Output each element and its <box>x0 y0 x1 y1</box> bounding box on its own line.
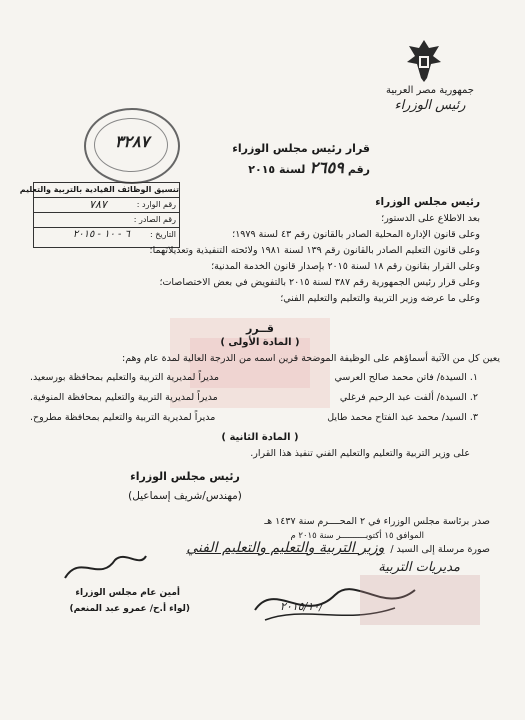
note-handwriting-line1: مديريات التربية <box>378 560 460 575</box>
article1-heading: ( المادة الأولى ) <box>220 337 300 348</box>
item-number: ١. <box>469 372 478 383</box>
header-country: جمهورية مصر العربية <box>386 85 474 96</box>
preamble-line: وعلى القرار بقانون رقم ١٨ لسنة ٢٠١٥ بإصدار قانون الخدمة المدنية؛ <box>211 261 480 272</box>
preamble-line: وعلى قانون التعليم الصادر بالقانون رقم ١٣٩ لسنة ١٩٨١ ولائحته التنفيذية وتعديلاتهما؛ <box>149 245 480 256</box>
issued-line1: صدر برئاسة مجلس الوزراء في ٢ المحــــرم سنة ١٤٣٧ هـ <box>264 516 490 527</box>
decree-number: ٢٦٥٩ <box>309 158 344 177</box>
secretary-name: (لواء أ.ح/ عمرو عبد المنعم) <box>69 604 190 614</box>
preamble-line: رئيس مجلس الوزراء <box>375 196 480 208</box>
preamble-line: وعلى قانون الإدارة المحلية الصادر بالقانون رقم ٤٣ لسنة ١٩٧٩؛ <box>232 229 480 240</box>
copy-line-recipient: وزير التربية والتعليم والتعليم الفني <box>186 540 385 556</box>
item-post: مديراً لمديرية التربية والتعليم بمحافظة المنوفية. <box>30 392 218 403</box>
preamble-line: بعد الاطلاع على الدستور؛ <box>381 213 480 224</box>
preamble-line: وعلى ما عرضه وزير التربية والتعليم والتعليم الفني؛ <box>280 293 480 304</box>
decree-title: قرار رئيس مجلس الوزراء <box>232 142 370 155</box>
stamp-outgoing-label: رقم الصادر : <box>34 213 179 228</box>
stamp-incoming-label: رقم الوارد : <box>136 200 176 209</box>
decree-year: لسنة ٢٠١٥ <box>248 163 306 176</box>
list-item <box>30 392 478 404</box>
issued-line2: الموافق ١٥ أكتوبــــــــــر سنة ٢٠١٥ م <box>290 531 424 541</box>
article2-text: على وزير التربية والتعليم والتعليم الفني تنفيذ هذا القرار. <box>250 448 470 459</box>
article2-heading: ( المادة الثانية ) <box>221 432 299 443</box>
decided-word: قــرر <box>246 322 274 335</box>
copy-line-label: صورة مرسلة إلى السيد / <box>390 544 490 555</box>
item-name: السيد/ محمد عبد الفتاح محمد طايل <box>327 412 467 423</box>
secretary-signature-icon <box>60 548 150 588</box>
item-name: السيدة/ ألفت عبد الرحيم فرغلي <box>339 392 467 403</box>
preamble <box>40 196 480 309</box>
item-number: ٣. <box>469 412 478 423</box>
stamp-date-value: ٦ - ١٠ - ٢٠١٥ <box>72 229 130 240</box>
decree-number-prefix: رقم <box>347 163 370 176</box>
secretary-title: أمين عام مجلس الوزراء <box>75 588 180 598</box>
round-seal <box>84 108 180 184</box>
note-handwriting-date: ٢٠١٥/١٠/ <box>280 600 323 613</box>
item-post: مديراً لمديرية التربية والتعليم بمحافظة بورسعيد. <box>30 372 219 383</box>
appointees-list <box>30 372 478 424</box>
signature-name: (مهندس/شريف إسماعيل) <box>128 490 242 502</box>
watermark-logo-bottom <box>360 575 480 625</box>
preamble-line: وعلى قرار رئيس الجمهورية رقم ٣٨٧ لسنة ٢٠١٥ بالتفويض في بعض الاختصاصات؛ <box>159 277 480 288</box>
stamp-title: تنسيق الوظائف القيادية بالتربية والتعليم <box>34 183 179 198</box>
list-item <box>30 372 478 384</box>
item-post: مديراً لمديرية التربية والتعليم بمحافظة مطروح. <box>30 412 216 423</box>
article1-intro: يعين كل من الآتية أسماؤهم على الوظيفة الموضحة قرين اسمه من الدرجة العالية لمدة عام وهم: <box>122 353 500 364</box>
item-name: السيدة/ فاتن محمد صالح العرسي <box>334 372 467 383</box>
signature-title: رئيس مجلس الوزراء <box>130 470 240 483</box>
seal-number: ٣٢٨٧ <box>114 132 150 151</box>
item-number: ٢. <box>469 392 478 403</box>
header-office: رئيس الوزراء <box>394 98 466 113</box>
eagle-emblem-icon <box>405 38 443 84</box>
stamp-date-label: التاريخ : <box>149 230 176 239</box>
stamp-incoming-value: ٧٨٧ <box>89 198 107 211</box>
list-item <box>30 412 478 424</box>
